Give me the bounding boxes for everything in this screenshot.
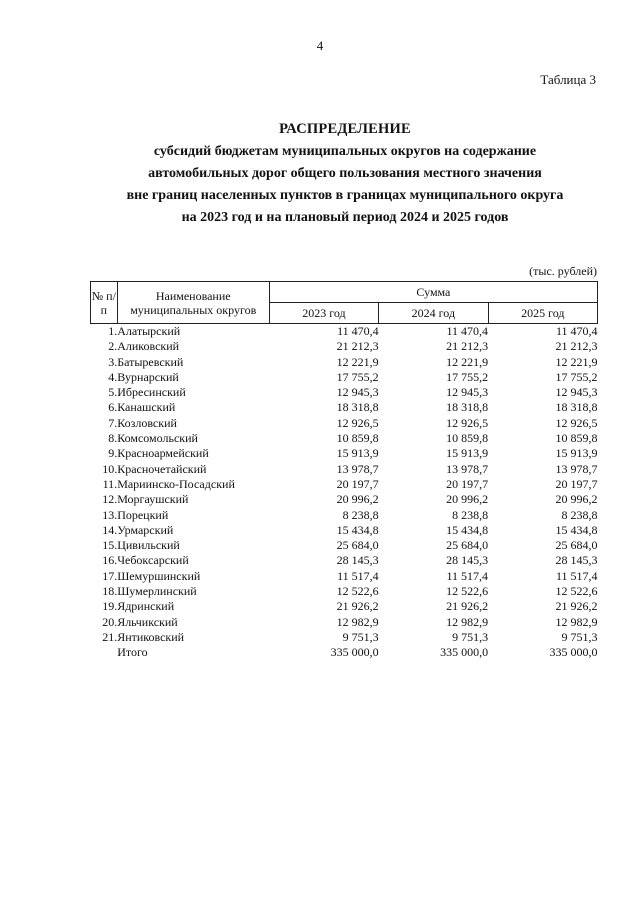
header-number: № п/п — [91, 282, 118, 324]
value-2023: 9 751,3 — [342, 629, 379, 644]
table-row — [91, 508, 598, 523]
value-2023: 25 684,0 — [336, 538, 379, 553]
table-header — [91, 282, 598, 324]
value-2024: 18 318,8 — [446, 400, 489, 415]
subsidies-table — [90, 281, 598, 661]
value-2023: 335 000,0 — [330, 645, 379, 660]
value-2024: 13 978,7 — [446, 461, 489, 476]
value-2025: 28 145,3 — [555, 553, 598, 568]
page-number: 4 — [316, 38, 324, 53]
value-2024: 10 859,8 — [446, 431, 489, 446]
value-2024: 25 684,0 — [446, 538, 489, 553]
header-sum: Сумма — [269, 282, 597, 303]
value-2025: 12 926,5 — [555, 415, 598, 430]
table-row — [91, 446, 598, 461]
table-row — [91, 370, 598, 385]
value-2024: 20 197,7 — [446, 476, 489, 491]
value-2023: 13 978,7 — [336, 461, 379, 476]
value-2025: 18 318,8 — [555, 400, 598, 415]
units-note: (тыс. рублей) — [529, 264, 597, 278]
table-row — [91, 400, 598, 415]
row-number: 20. — [102, 614, 118, 629]
value-2023: 12 926,5 — [336, 415, 379, 430]
row-number: 15. — [102, 538, 118, 553]
value-2025: 25 684,0 — [555, 538, 598, 553]
title-main: РАСПРЕДЕЛЕНИЕ — [279, 121, 411, 137]
row-number: 12. — [102, 492, 118, 507]
table-row — [91, 431, 598, 446]
value-2025: 15 434,8 — [555, 522, 598, 537]
value-2023: 8 238,8 — [342, 507, 379, 522]
value-2023: 15 913,9 — [336, 446, 379, 461]
district-name: Шемуршинский — [117, 568, 201, 583]
table-row — [91, 523, 598, 538]
value-2025: 12 221,9 — [555, 354, 598, 369]
header-year-2024: 2024 год — [379, 303, 488, 324]
row-number: 4. — [108, 369, 118, 384]
value-2023: 12 522,6 — [336, 584, 379, 599]
table-row — [91, 355, 598, 370]
value-2025: 8 238,8 — [561, 507, 598, 522]
row-number: 10. — [102, 461, 118, 476]
value-2024: 15 913,9 — [446, 446, 489, 461]
value-2023: 15 434,8 — [336, 522, 379, 537]
value-2023: 12 221,9 — [336, 354, 379, 369]
value-2023: 21 926,2 — [336, 599, 379, 614]
district-name: Чебоксарский — [117, 553, 189, 568]
value-2025: 17 755,2 — [555, 369, 598, 384]
district-name: Итого — [117, 645, 148, 660]
value-2025: 13 978,7 — [555, 461, 598, 476]
table-row — [91, 569, 598, 584]
header-year-2023: 2023 год — [269, 303, 378, 324]
table-row — [91, 416, 598, 431]
district-name: Красноармейский — [117, 446, 209, 461]
title-line: автомобильных дорог общего пользования местного значения — [148, 166, 542, 181]
district-name: Алатырский — [117, 324, 181, 338]
table-row — [91, 492, 598, 507]
value-2025: 21 212,3 — [555, 339, 598, 354]
district-name: Урмарский — [117, 522, 174, 537]
value-2024: 20 996,2 — [446, 492, 489, 507]
value-2024: 15 434,8 — [446, 522, 489, 537]
value-2025: 11 517,4 — [555, 568, 598, 583]
value-2025: 20 996,2 — [555, 492, 598, 507]
row-number: 19. — [102, 599, 118, 614]
row-number: 14. — [102, 522, 118, 537]
value-2024: 8 238,8 — [452, 507, 489, 522]
value-2023: 12 982,9 — [336, 614, 379, 629]
value-2024: 335 000,0 — [440, 645, 489, 660]
row-number: 11. — [102, 476, 118, 491]
district-name: Комсомольский — [117, 431, 198, 446]
district-name: Козловский — [117, 415, 177, 430]
title-line: вне границ населенных пунктов в границах муниципального округа — [126, 188, 564, 203]
row-number: 17. — [102, 568, 118, 583]
district-name: Красночетайский — [117, 461, 207, 476]
table-row — [91, 538, 598, 553]
row-number: 21. — [102, 629, 118, 644]
table-row — [91, 462, 598, 477]
district-name: Порецкий — [117, 507, 169, 522]
value-2023: 17 755,2 — [336, 369, 379, 384]
table-row — [91, 339, 598, 354]
district-name: Ядринский — [117, 599, 175, 614]
value-2024: 12 522,6 — [446, 584, 489, 599]
row-number: 18. — [102, 584, 118, 599]
value-2025: 10 859,8 — [555, 431, 598, 446]
district-name: Шумерлинский — [117, 584, 197, 599]
value-2023: 21 212,3 — [336, 339, 379, 354]
table-row — [91, 599, 598, 614]
district-name: Ибресинский — [117, 385, 186, 400]
value-2024: 12 926,5 — [446, 415, 489, 430]
value-2025: 12 982,9 — [555, 614, 598, 629]
row-number: 7. — [108, 415, 118, 430]
value-2023: 12 945,3 — [336, 385, 379, 400]
value-2025: 11 470,4 — [555, 324, 598, 338]
value-2024: 12 982,9 — [446, 614, 489, 629]
value-2025: 20 197,7 — [555, 476, 598, 491]
value-2023: 18 318,8 — [336, 400, 379, 415]
row-number: 1. — [108, 324, 118, 338]
value-2023: 10 859,8 — [336, 431, 379, 446]
value-2024: 12 945,3 — [446, 385, 489, 400]
district-name: Моргаушский — [117, 492, 189, 507]
value-2024: 11 470,4 — [446, 324, 489, 338]
value-2025: 15 913,9 — [555, 446, 598, 461]
district-name: Мариинско-Посадский — [117, 476, 235, 491]
row-number: 6. — [108, 400, 118, 415]
district-name: Аликовский — [117, 339, 180, 354]
row-number: 2. — [108, 339, 118, 354]
table-row — [91, 615, 598, 630]
district-name: Канашский — [117, 400, 176, 415]
table-body — [91, 324, 598, 661]
document-title — [60, 118, 630, 229]
table-row — [91, 385, 598, 400]
value-2023: 20 996,2 — [336, 492, 379, 507]
value-2024: 21 926,2 — [446, 599, 489, 614]
value-2023: 11 517,4 — [337, 568, 379, 583]
value-2024: 21 212,3 — [446, 339, 489, 354]
value-2025: 12 522,6 — [555, 584, 598, 599]
value-2024: 28 145,3 — [446, 553, 489, 568]
header-year-2025: 2025 год — [488, 303, 597, 324]
value-2024: 9 751,3 — [452, 629, 489, 644]
table-row — [91, 553, 598, 568]
row-number: 3. — [108, 354, 118, 369]
value-2024: 17 755,2 — [446, 369, 489, 384]
value-2025: 21 926,2 — [555, 599, 598, 614]
district-name: Янтиковский — [117, 629, 185, 644]
value-2025: 9 751,3 — [561, 629, 598, 644]
table-row — [91, 584, 598, 599]
table-row — [91, 324, 598, 340]
value-2023: 11 470,4 — [337, 324, 379, 338]
row-number: 16. — [102, 553, 118, 568]
table-row — [91, 630, 598, 645]
row-number: 13. — [102, 507, 118, 522]
title-line: субсидий бюджетам муниципальных округов на содержание — [153, 144, 537, 159]
row-number: 5. — [108, 385, 118, 400]
value-2024: 12 221,9 — [446, 354, 489, 369]
value-2025: 335 000,0 — [549, 645, 598, 660]
table-label: Таблица 3 — [540, 72, 596, 87]
value-2023: 28 145,3 — [336, 553, 379, 568]
row-number: 8. — [108, 431, 118, 446]
header-name: Наименование муниципальных округов — [117, 282, 269, 324]
value-2025: 12 945,3 — [555, 385, 598, 400]
value-2024: 11 517,4 — [446, 568, 489, 583]
value-2023: 20 197,7 — [336, 476, 379, 491]
district-name: Цивильский — [117, 538, 180, 553]
row-number — [91, 645, 118, 660]
district-name: Вурнарский — [117, 369, 179, 384]
row-number: 9. — [108, 446, 118, 461]
district-name: Яльчикский — [117, 614, 178, 629]
table-row — [91, 477, 598, 492]
district-name: Батыревский — [117, 354, 184, 369]
title-line: на 2023 год и на плановый период 2024 и 2025 годов — [181, 210, 509, 225]
total-row — [91, 645, 598, 660]
